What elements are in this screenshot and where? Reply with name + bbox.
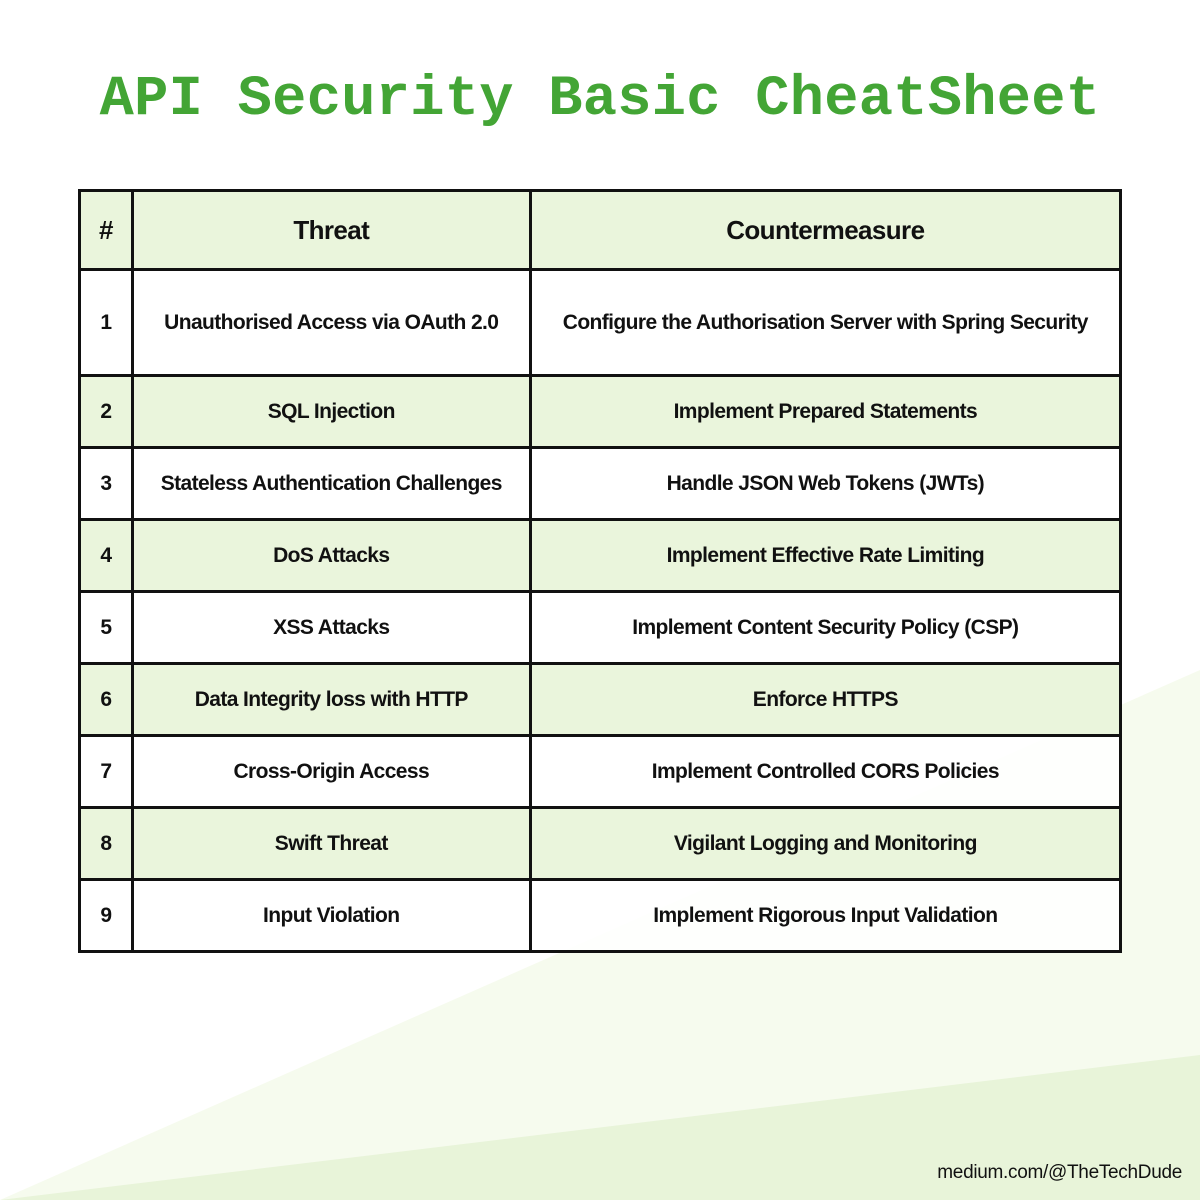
table-header-row (80, 191, 1121, 270)
row-number: 7 (80, 736, 133, 808)
countermeasure-cell: Implement Controlled CORS Policies (530, 736, 1120, 808)
table-row (80, 736, 1121, 808)
header-countermeasure: Countermeasure (530, 191, 1120, 270)
threat-cell: Data Integrity loss with HTTP (132, 664, 530, 736)
table-row (80, 270, 1121, 376)
row-number: 3 (80, 448, 133, 520)
row-number: 6 (80, 664, 133, 736)
table-row (80, 448, 1121, 520)
countermeasure-cell: Handle JSON Web Tokens (JWTs) (530, 448, 1120, 520)
table-row (80, 664, 1121, 736)
table-row (80, 376, 1121, 448)
countermeasure-cell: Enforce HTTPS (530, 664, 1120, 736)
threat-cell: Input Violation (132, 880, 530, 952)
row-number: 1 (80, 270, 133, 376)
countermeasure-cell: Implement Prepared Statements (530, 376, 1120, 448)
row-number: 8 (80, 808, 133, 880)
threat-cell: SQL Injection (132, 376, 530, 448)
countermeasure-cell: Configure the Authorisation Server with Spring Security (530, 270, 1120, 376)
row-number: 9 (80, 880, 133, 952)
row-number: 2 (80, 376, 133, 448)
countermeasure-cell: Vigilant Logging and Monitoring (530, 808, 1120, 880)
row-number: 4 (80, 520, 133, 592)
author-credit: medium.com/@TheTechDude (937, 1162, 1182, 1183)
threat-cell: Stateless Authentication Challenges (132, 448, 530, 520)
header-threat: Threat (132, 191, 530, 270)
threat-cell: Unauthorised Access via OAuth 2.0 (132, 270, 530, 376)
table-row (80, 592, 1121, 664)
row-number: 5 (80, 592, 133, 664)
table-row (80, 808, 1121, 880)
table-row (80, 880, 1121, 952)
threat-cell: XSS Attacks (132, 592, 530, 664)
countermeasure-cell: Implement Content Security Policy (CSP) (530, 592, 1120, 664)
threat-cell: Cross-Origin Access (132, 736, 530, 808)
cheatsheet-table (78, 189, 1122, 953)
table-row (80, 520, 1121, 592)
page-title: API Security Basic CheatSheet (99, 68, 1101, 132)
header-number: # (80, 191, 133, 270)
threat-cell: Swift Threat (132, 808, 530, 880)
threat-cell: DoS Attacks (132, 520, 530, 592)
countermeasure-cell: Implement Effective Rate Limiting (530, 520, 1120, 592)
countermeasure-cell: Implement Rigorous Input Validation (530, 880, 1120, 952)
